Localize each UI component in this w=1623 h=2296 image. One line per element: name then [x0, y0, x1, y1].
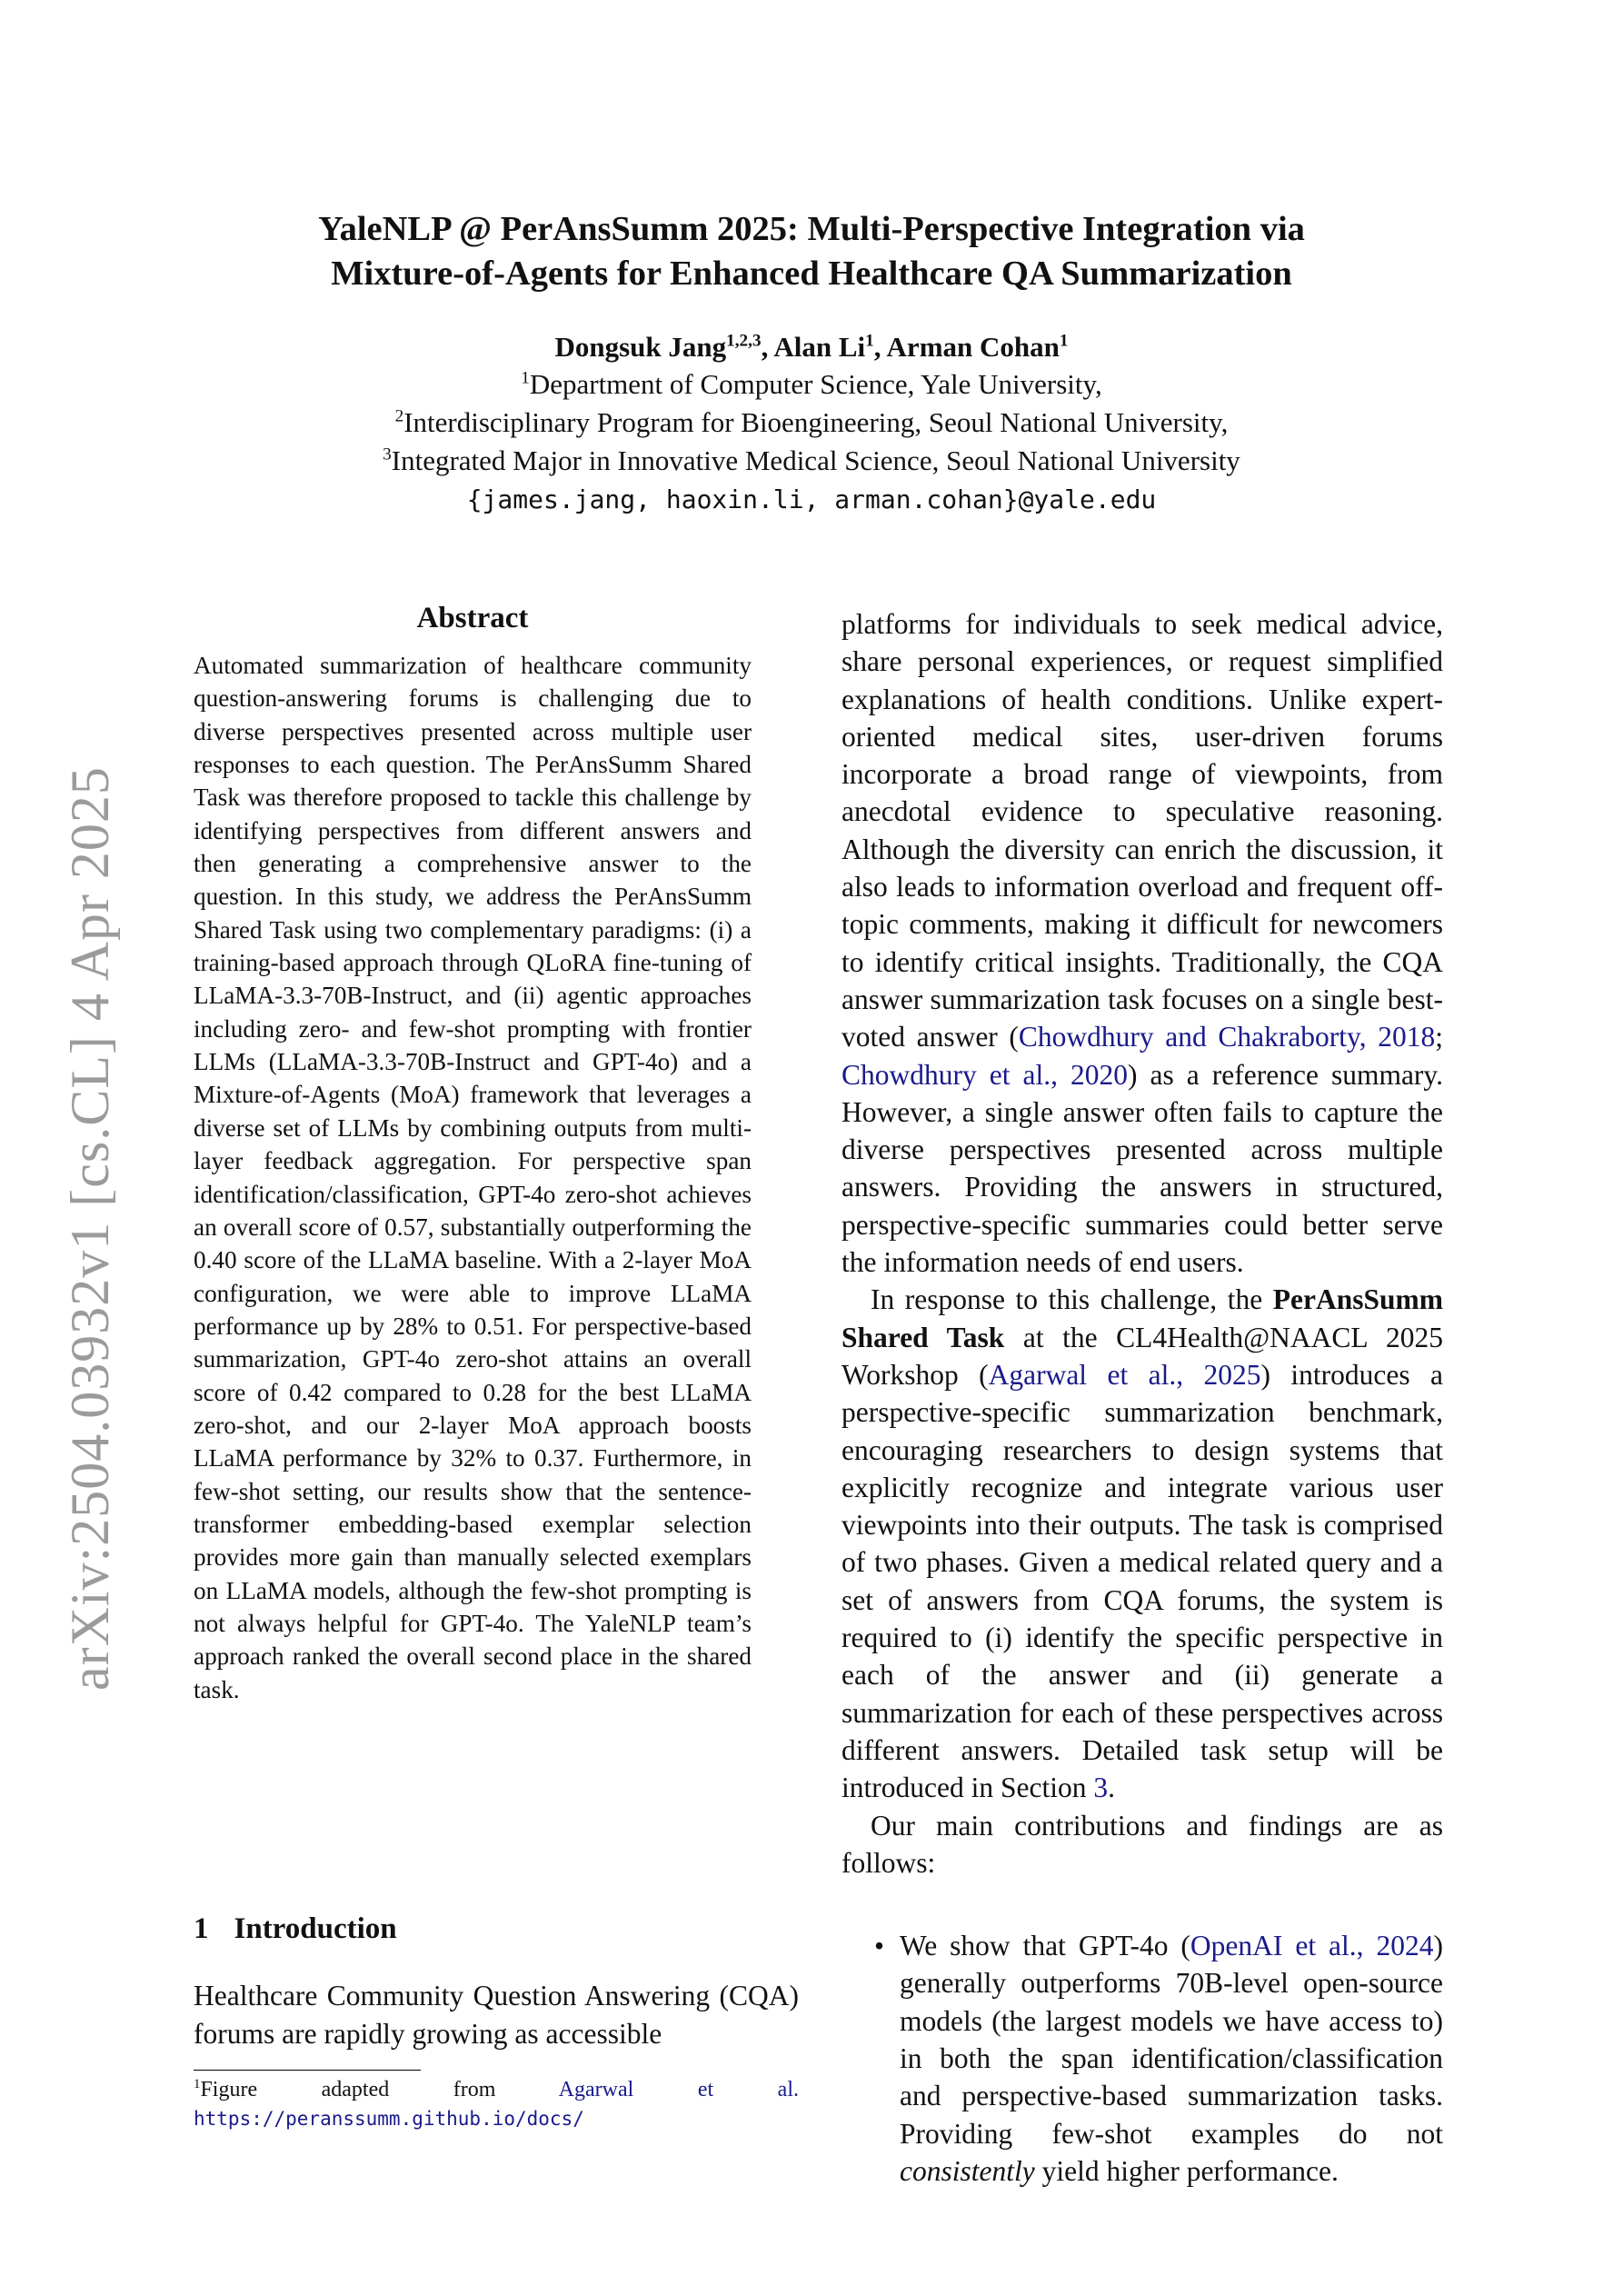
contributions-list: [841, 1927, 1443, 2190]
affiliation-text: Interdisciplinary Program for Bioengineering, Seoul National University,: [403, 406, 1229, 438]
citation-separator: ;: [1435, 1021, 1444, 1053]
citation-link[interactable]: Agarwal et al., 2025: [988, 1358, 1261, 1391]
affiliation: [182, 404, 1441, 442]
author-emails: {james.jang, haoxin.li, arman.cohan}@yale.edu: [466, 484, 1157, 514]
bullet-text: We show that GPT-4o (: [900, 1930, 1190, 1962]
author-list: [182, 329, 1441, 365]
paragraph-text: platforms for individuals to seek medical advice, share personal experiences, or request simplified explanations of health conditions. Unlike expert-oriented medical sites, user-driven forums incorporate a broad range of viewpoints, from anecdotal evidence to speculative reasoning. Although the diversity can enrich the discussion, it also leads to information overload and frequent off-topic comments, making it difficult for newcomers to identify critical insights. Traditionally, the CQA answer summarization task focuses on a single best-voted answer (: [841, 608, 1443, 1053]
section-heading-introduction: [194, 1912, 397, 1946]
footnote-citation-link[interactable]: Agarwal et al.: [558, 2078, 799, 2101]
shared-task-name: PerAnsSumm Shared Task: [841, 1283, 1443, 1353]
footnote-url-link[interactable]: https://peranssumm.github.io/docs/: [194, 2108, 584, 2130]
paragraph-text: ) as a reference summary. However, a single answer often fails to capture the diverse perspectives presented across multiple answers. Providing the answers in structured, perspective-specific summaries could better serve the information needs of end users.: [841, 1058, 1444, 1279]
author-name: Arman Cohan: [886, 331, 1060, 363]
affiliation-text: Department of Computer Science, Yale University,: [529, 368, 1102, 400]
affiliation: [182, 365, 1441, 404]
abstract-text: Automated summarization of healthcare community question-answering forums is challenging due to diverse perspectives presented across multiple user responses to each question. The PerAnsSumm Shared Task was therefore proposed to tackle this challenge by identifying perspectives from different answers and then generating a comprehensive answer to the question. In this study, we address the PerAnsSumm Shared Task using two complementary paradigms: (i) a training-based approach through QLoRA fine-tuning of LLaMA-3.3-70B-Instruct, and (ii) agentic approaches including zero- and few-shot prompting with frontier LLMs (LLaMA-3.3-70B-Instruct and GPT-4o) and a Mixture-of-Agents (MoA) framework that leverages a diverse set of LLMs by combining outputs from multi-layer feedback aggregation. For perspective span identification/classification, GPT-4o zero-shot achieves an overall score of 0.57, substantially outperforming the 0.40 score of the LLaMA baseline. With a 2-layer MoA configuration, we were able to improve LLaMA performance up by 28% to 0.51. For perspective-based summarization, GPT-4o zero-shot attains an overall score of 0.42 compared to 0.28 for the best LLaMA zero-shot, and our 2-layer MoA approach boosts LLaMA performance by 32% to 0.37. Furthermore, in few-shot setting, our results show that the sentence-transformer embedding-based exemplar selection provides more gain than manually selected exemplars on LLaMA models, although the few-shot prompting is not always helpful for GPT-4o. The YaleNLP team’s approach ranked the overall second place in the shared task.: [194, 652, 752, 1703]
bullet-text: yield higher performance.: [1034, 2154, 1339, 2187]
paragraph-text: .: [1108, 1772, 1115, 1804]
paper-title: [182, 207, 1441, 296]
affiliation-mark: 2: [394, 406, 404, 426]
section-number: 1: [194, 1912, 209, 1945]
footnote-mark: 1: [194, 2077, 201, 2091]
affiliation-mark: 1: [521, 368, 530, 388]
intro-paragraph: Healthcare Community Question Answering (CQA) forums are rapidly growing as accessible: [194, 1980, 799, 2050]
right-column: [841, 605, 1443, 2190]
paragraph-text: at the CL4Health@NAACL 2025 Workshop (: [841, 1321, 1443, 1391]
affiliation: [182, 442, 1441, 480]
footnote-rule: [194, 2070, 421, 2071]
author-separator: ,: [761, 331, 774, 363]
paragraph-text: In response to this challenge, the: [871, 1283, 1273, 1316]
abstract-heading: Abstract: [416, 602, 529, 634]
footnote-text: Figure adapted from: [200, 2078, 559, 2101]
author-affiliation-mark: 1,2,3: [726, 331, 762, 351]
author-name: Dongsuk Jang: [554, 331, 727, 363]
section-reference-link[interactable]: 3: [1093, 1772, 1109, 1804]
citation-link[interactable]: Chowdhury et al., 2020: [841, 1058, 1129, 1091]
affiliation-text: Integrated Major in Innovative Medical Science, Seoul National University: [391, 444, 1240, 476]
paragraph-text: ) introduces a perspective-specific summarization benchmark, encouraging researchers to design systems that explicitly recognize and integrate various user viewpoints into their outputs. The task is comprised of two phases. Given a medical related query and a set of answers from CQA forums, the system is required to (i) identify the specific perspective in each of the answer and (ii) generate a summarization for each of these perspectives across different answers. Detailed task setup will be introduced in Section: [841, 1358, 1443, 1804]
author-affiliation-mark: 1: [1059, 331, 1069, 351]
contribution-item: [900, 1927, 1443, 2190]
paper-header: [182, 207, 1441, 520]
bullet-text: ) generally outperforms 70B-level open-source models (the largest models we have access to) in both the span identification/classification and perspective-based summarization tasks. Providing few-shot examples do not: [900, 1930, 1443, 2150]
author-name: Alan Li: [773, 331, 866, 363]
intro-paragraph-continued: [841, 605, 1443, 1281]
contributions-intro: Our main contributions and findings are as follows:: [841, 1809, 1443, 1879]
author-separator: ,: [873, 331, 887, 363]
section-title: Introduction: [234, 1912, 397, 1945]
title-line-1: YaleNLP @ PerAnsSumm 2025: Multi-Perspective Integration via: [318, 210, 1305, 248]
abstract-section: [194, 600, 752, 1706]
arxiv-sidebar-stamp: arXiv:2504.03932v1 [cs.CL] 4 Apr 2025: [60, 766, 120, 1691]
author-affiliation-mark: 1: [865, 331, 874, 351]
footnote: [194, 2075, 799, 2133]
emphasis-text: consistently: [900, 2154, 1035, 2187]
citation-link[interactable]: OpenAI et al., 2024: [1190, 1930, 1434, 1962]
citation-link[interactable]: Chowdhury and Chakraborty, 2018: [1018, 1021, 1436, 1053]
title-line-2: Mixture-of-Agents for Enhanced Healthcare QA Summarization: [331, 255, 1292, 293]
affiliation-mark: 3: [383, 444, 392, 464]
shared-task-paragraph: [841, 1281, 1443, 1806]
